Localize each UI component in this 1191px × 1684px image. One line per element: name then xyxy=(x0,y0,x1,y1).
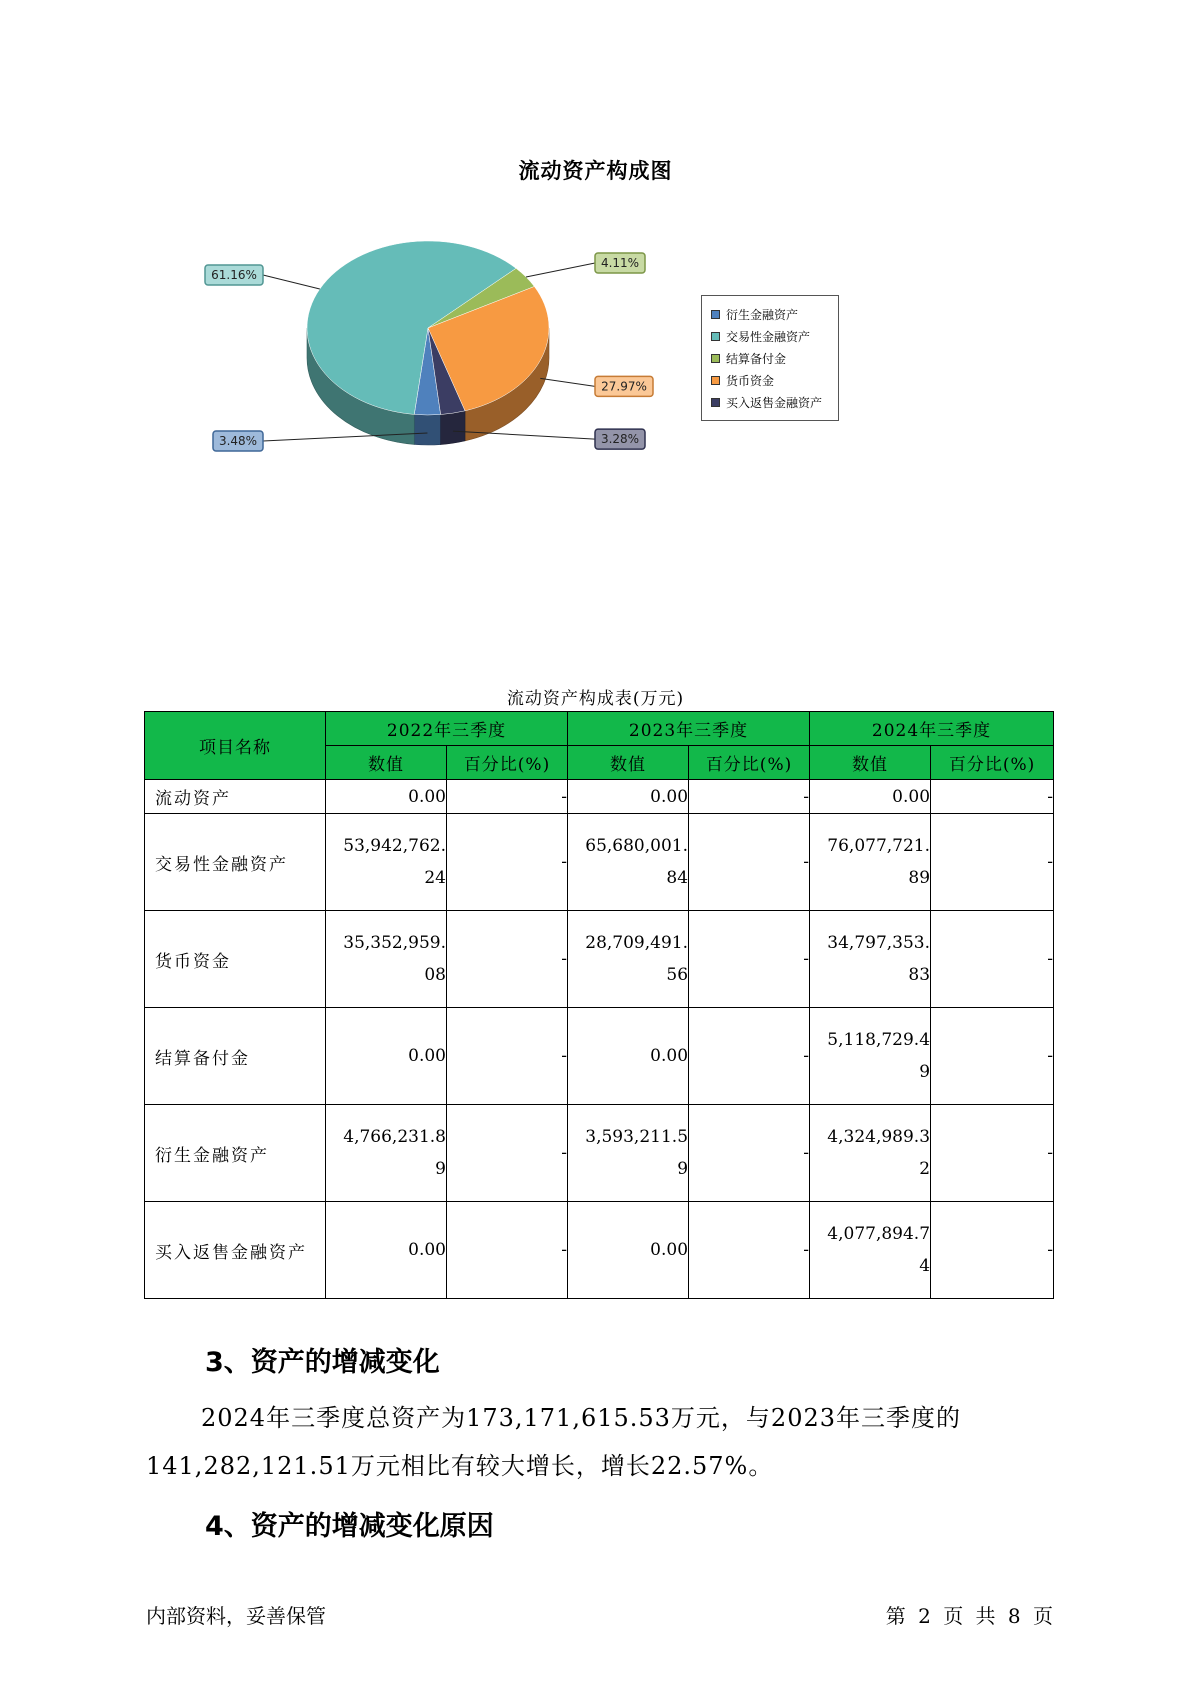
cell-pct: - xyxy=(447,814,568,911)
legend-label: 买入返售金融资产 xyxy=(726,396,823,410)
header-item-name: 项目名称 xyxy=(145,712,326,780)
row-name: 买入返售金融资产 xyxy=(145,1202,326,1299)
legend-label: 货币资金 xyxy=(726,374,775,388)
cell-value: 4,324,989.32 xyxy=(810,1105,931,1202)
pie-data-label: 4.11% xyxy=(600,255,640,270)
cell-value: 4,766,231.89 xyxy=(326,1105,447,1202)
legend-swatch xyxy=(711,310,720,319)
header-period-2022: 2022年三季度 xyxy=(326,712,568,746)
cell-value: 35,352,959.08 xyxy=(326,911,447,1008)
cell-value: 28,709,491.56 xyxy=(568,911,689,1008)
pie-chart xyxy=(0,0,1191,460)
legend-label: 交易性金融资产 xyxy=(726,330,811,344)
section-4-heading: 4、资产的增减变化原因 xyxy=(205,1511,494,1542)
chart-legend xyxy=(701,295,839,421)
cell-pct: - xyxy=(689,1202,810,1299)
row-name: 交易性金融资产 xyxy=(145,814,326,911)
pie-data-label: 3.28% xyxy=(600,432,640,447)
cell-value: 5,118,729.49 xyxy=(810,1008,931,1105)
legend-swatch xyxy=(711,354,720,363)
row-name: 衍生金融资产 xyxy=(145,1105,326,1202)
pie-leader-line xyxy=(526,263,595,277)
cell-value: 3,593,211.59 xyxy=(568,1105,689,1202)
cell-pct: - xyxy=(931,1008,1054,1105)
legend-item xyxy=(711,308,838,330)
cell-value: 0.00 xyxy=(810,780,931,814)
row-name: 流动资产 xyxy=(145,780,326,814)
legend-swatch xyxy=(711,332,720,341)
cell-pct: - xyxy=(689,911,810,1008)
cell-pct: - xyxy=(447,1008,568,1105)
cell-pct: - xyxy=(931,1105,1054,1202)
header-value: 数值 xyxy=(810,746,931,780)
chart-title: 流动资产构成图 xyxy=(518,159,673,183)
cell-pct: - xyxy=(931,814,1054,911)
cell-value: 0.00 xyxy=(568,780,689,814)
section-3-heading: 3、资产的增减变化 xyxy=(205,1347,440,1378)
pie-leader-line xyxy=(540,378,595,386)
footer-confidential: 内部资料，妥善保管 xyxy=(146,1604,326,1628)
pie-data-label: 27.97% xyxy=(601,379,647,394)
legend-item xyxy=(711,374,838,396)
header-period-2023: 2023年三季度 xyxy=(568,712,810,746)
section-3-paragraph: 2024年三季度总资产为173,171,615.53万元，与2023年三季度的141,282,121.51万元相比有较大增长，增长22.57%。 xyxy=(146,1404,962,1480)
pie-slice-side xyxy=(441,411,465,445)
table-row xyxy=(145,1105,1054,1202)
row-name: 货币资金 xyxy=(145,911,326,1008)
cell-pct: - xyxy=(447,780,568,814)
cell-value: 53,942,762.24 xyxy=(326,814,447,911)
cell-pct: - xyxy=(689,780,810,814)
cell-pct: - xyxy=(447,1105,568,1202)
table-row xyxy=(145,1202,1054,1299)
cell-pct: - xyxy=(689,1105,810,1202)
cell-value: 65,680,001.84 xyxy=(568,814,689,911)
pie-data-label: 61.16% xyxy=(211,268,257,283)
cell-pct: - xyxy=(447,911,568,1008)
header-period-2024: 2024年三季度 xyxy=(810,712,1054,746)
cell-value: 0.00 xyxy=(326,1202,447,1299)
table-row xyxy=(145,814,1054,911)
cell-pct: - xyxy=(447,1202,568,1299)
cell-value: 0.00 xyxy=(326,780,447,814)
legend-item xyxy=(711,396,838,418)
cell-value: 4,077,894.74 xyxy=(810,1202,931,1299)
legend-label: 衍生金融资产 xyxy=(726,308,799,322)
legend-item xyxy=(711,330,838,352)
legend-item xyxy=(711,352,838,374)
cell-pct: - xyxy=(931,1202,1054,1299)
cell-pct: - xyxy=(931,780,1054,814)
header-pct: 百分比(%) xyxy=(447,746,568,780)
table-row xyxy=(145,1008,1054,1105)
cell-value: 0.00 xyxy=(326,1008,447,1105)
legend-swatch xyxy=(711,398,720,407)
cell-value: 76,077,721.89 xyxy=(810,814,931,911)
cell-pct: - xyxy=(689,814,810,911)
assets-table xyxy=(144,711,1054,1299)
legend-swatch xyxy=(711,376,720,385)
cell-value: 34,797,353.83 xyxy=(810,911,931,1008)
table-row xyxy=(145,780,1054,814)
cell-value: 0.00 xyxy=(568,1202,689,1299)
legend-label: 结算备付金 xyxy=(726,352,787,366)
pie-leader-line xyxy=(263,275,320,289)
cell-pct: - xyxy=(931,911,1054,1008)
pie-slice-side xyxy=(414,414,440,445)
header-value: 数值 xyxy=(568,746,689,780)
row-name: 结算备付金 xyxy=(145,1008,326,1105)
table-row xyxy=(145,911,1054,1008)
footer-page-number: 第 2 页 共 8 页 xyxy=(885,1604,1053,1628)
cell-pct: - xyxy=(689,1008,810,1105)
table-caption: 流动资产构成表(万元) xyxy=(506,689,685,709)
cell-value: 0.00 xyxy=(568,1008,689,1105)
pie-data-label: 3.48% xyxy=(218,433,258,448)
header-value: 数值 xyxy=(326,746,447,780)
header-pct: 百分比(%) xyxy=(931,746,1054,780)
header-pct: 百分比(%) xyxy=(689,746,810,780)
